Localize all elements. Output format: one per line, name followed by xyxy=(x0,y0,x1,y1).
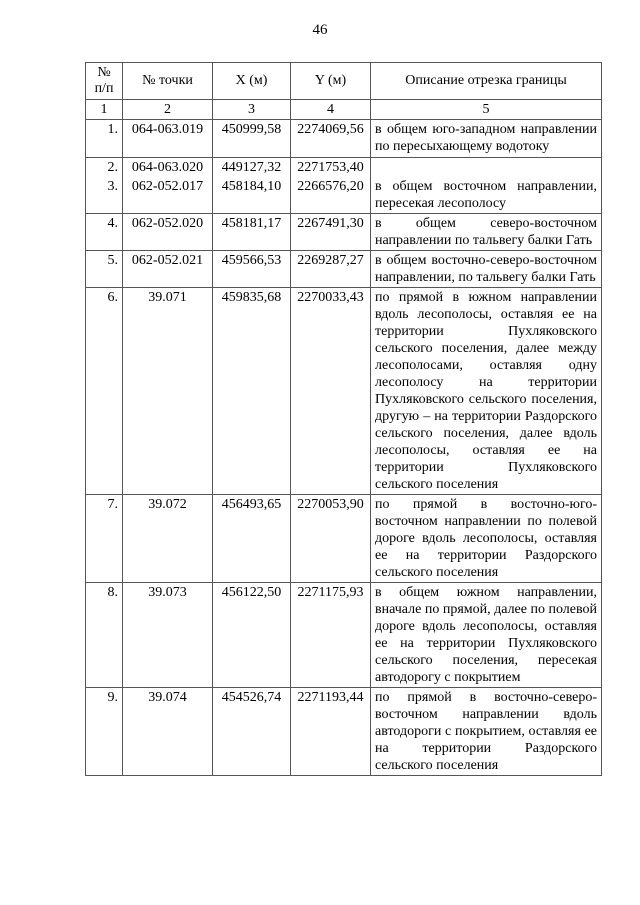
point-id: 062-052.021 xyxy=(123,251,213,288)
row-number: 7. xyxy=(86,495,123,583)
header-description: Описание отрезка границы xyxy=(371,63,602,100)
boundary-table xyxy=(85,62,602,776)
column-number: 3 xyxy=(213,100,291,120)
y-coordinate: 2274069,56 xyxy=(291,120,371,158)
x-coordinate: 450999,58 xyxy=(213,120,291,158)
y-coordinate: 2266576,20 xyxy=(291,177,371,214)
segment-description: по прямой в южном направлении вдоль лесополосы, оставляя ее на территории Пухляковского сельского поселения, далее между лесополосами, оставляя одну лесополосу на территории Пухляковского сельского поселения, другую – на территории Раздорского сельского поселения, далее вдоль лесополосы, оставляя ее на территории Пухляковского сельского поселения xyxy=(371,288,602,495)
header-point-number: № точки xyxy=(123,63,213,100)
column-number: 1 xyxy=(86,100,123,120)
x-coordinate: 459566,53 xyxy=(213,251,291,288)
y-coordinate: 2270053,90 xyxy=(291,495,371,583)
table-row xyxy=(86,688,602,776)
point-id: 064-063.020 xyxy=(123,158,213,178)
row-number: 4. xyxy=(86,214,123,251)
point-id: 064-063.019 xyxy=(123,120,213,158)
table-row xyxy=(86,583,602,688)
table-header-row xyxy=(86,63,602,100)
point-id: 062-052.017 xyxy=(123,177,213,214)
point-id: 39.071 xyxy=(123,288,213,495)
y-coordinate: 2269287,27 xyxy=(291,251,371,288)
point-id: 39.074 xyxy=(123,688,213,776)
y-coordinate: 2271175,93 xyxy=(291,583,371,688)
point-id: 062-052.020 xyxy=(123,214,213,251)
table-row xyxy=(86,251,602,288)
table-row xyxy=(86,120,602,158)
x-coordinate: 458184,10 xyxy=(213,177,291,214)
y-coordinate: 2271753,40 xyxy=(291,158,371,178)
header-x: X (м) xyxy=(213,63,291,100)
y-coordinate: 2267491,30 xyxy=(291,214,371,251)
row-number: 8. xyxy=(86,583,123,688)
column-numbers-row xyxy=(86,100,602,120)
segment-description: в общем восточном направлении, пересекая лесополосу xyxy=(371,177,602,214)
segment-description xyxy=(371,158,602,178)
row-number: 2. xyxy=(86,158,123,178)
x-coordinate: 458181,17 xyxy=(213,214,291,251)
row-number: 3. xyxy=(86,177,123,214)
column-number: 5 xyxy=(371,100,602,120)
row-number: 1. xyxy=(86,120,123,158)
row-number: 9. xyxy=(86,688,123,776)
segment-description: в общем восточно-северо-восточном направлении, по тальвегу балки Гать xyxy=(371,251,602,288)
table-row xyxy=(86,288,602,495)
header-row-number: № п/п xyxy=(86,63,123,100)
x-coordinate: 459835,68 xyxy=(213,288,291,495)
table-row xyxy=(86,158,602,178)
x-coordinate: 449127,32 xyxy=(213,158,291,178)
row-number: 6. xyxy=(86,288,123,495)
column-number: 4 xyxy=(291,100,371,120)
y-coordinate: 2271193,44 xyxy=(291,688,371,776)
segment-description: в общем юго-западном направлении по пересыхающему водотоку xyxy=(371,120,602,158)
table-row xyxy=(86,214,602,251)
table-row xyxy=(86,495,602,583)
segment-description: по прямой в восточно-северо-восточном направлении вдоль автодороги с покрытием, оставляя ее на территории Раздорского сельского поселения xyxy=(371,688,602,776)
point-id: 39.073 xyxy=(123,583,213,688)
column-number: 2 xyxy=(123,100,213,120)
y-coordinate: 2270033,43 xyxy=(291,288,371,495)
point-id: 39.072 xyxy=(123,495,213,583)
segment-description: в общем северо-восточном направлении по тальвегу балки Гать xyxy=(371,214,602,251)
segment-description: по прямой в восточно-юго-восточном направлении по полевой дороге вдоль лесополосы, оставляя ее на территории Раздорского сельского поселения xyxy=(371,495,602,583)
x-coordinate: 454526,74 xyxy=(213,688,291,776)
x-coordinate: 456122,50 xyxy=(213,583,291,688)
header-y: Y (м) xyxy=(291,63,371,100)
row-number: 5. xyxy=(86,251,123,288)
segment-description: в общем южном направлении, вначале по прямой, далее по полевой дороге вдоль лесополосы, оставляя ее на территории Пухляковского сельского поселения, пересекая автодорогу с покрытием xyxy=(371,583,602,688)
x-coordinate: 456493,65 xyxy=(213,495,291,583)
page-number: 46 xyxy=(312,22,328,38)
table-row xyxy=(86,177,602,214)
